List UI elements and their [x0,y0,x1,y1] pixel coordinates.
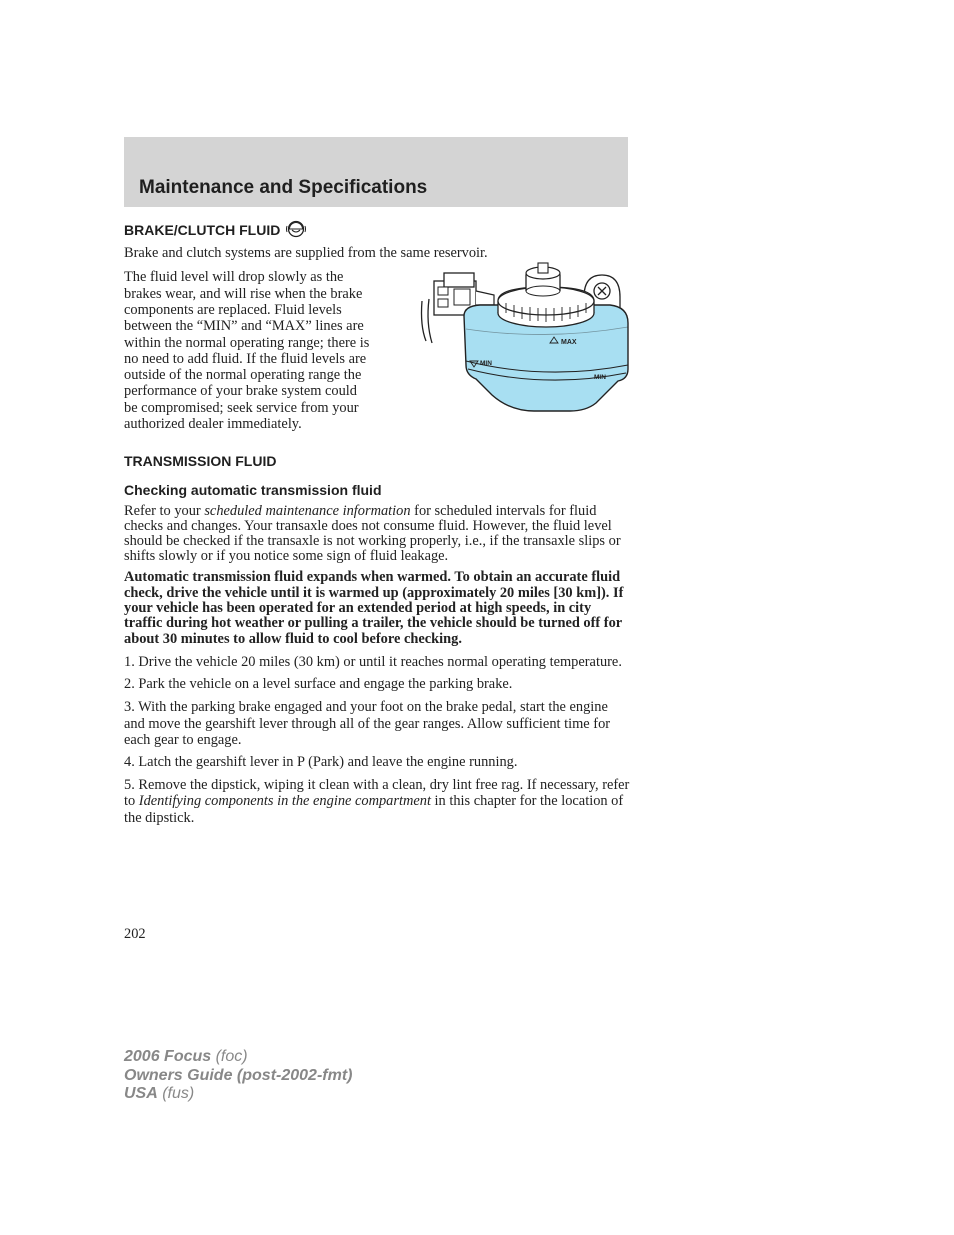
transmission-warning: Automatic transmission fluid expands when warmed. To obtain an accurate fluid check, drive the vehicle until it is warmed up (approximately 20 miles [30 km]). If your vehicle has been operated for an extended period at high speeds, in city traffic during hot weather or pulling a trailer, the vehicle should be turned off for about 30 minutes to allow fluid to cool before checking. [124,569,624,647]
footer-line-2 [124,1067,352,1086]
footer-guide: Owners Guide (post-2002-fmt) [124,1066,353,1084]
step-5-italic: Identifying components in the engine compartment [138,793,431,810]
transmission-p1-end: for scheduled intervals for fluid checks and changes. Your transaxle does not consume fluid. However, the fluid level should be checked if the transaxle is not working properly, i.e., if the transaxle slips or shifts slowly or if you notice some sign of fluid leakage. [124,503,621,565]
footer-line-1 [124,1048,352,1067]
step-5 [124,777,630,826]
section-title: Maintenance and Specifications [139,177,428,198]
brake-fluid-heading-text: BRAKE/CLUTCH FLUID [124,222,281,238]
brake-fluid-icon [286,220,306,238]
transmission-p1-italic: scheduled maintenance information [204,503,411,520]
step-3: 3. With the parking brake engaged and your foot on the brake pedal, start the engine and move the gearshift lever through all of the gear ranges. Allow sufficient time for each gear to engage. [124,699,611,749]
brake-body-row [124,269,630,441]
brake-body: The fluid level will drop slowly as the brakes wear, and will rise when the brake components are replaced. Fluid levels between the “MIN” and “MAX” lines are within the normal operating range; there is no need to add fluid. If the fluid levels are outside of the normal operating range the performance of your brake system could be compromised; seek service from your authorized dealer immediately. [124,269,370,433]
step-5-end: in this chapter for the location of the dipstick. [124,793,624,826]
footer-market-code: (fus) [157,1085,195,1102]
step-2: 2. Park the vehicle on a level surface and engage the parking brake. [124,675,513,692]
max-label: MAX [561,339,577,347]
footer-model-code: (foc) [211,1048,248,1065]
transmission-p1-start: Refer to your [124,503,205,520]
page-number: 202 [124,926,146,942]
brake-fluid-heading [124,220,630,240]
footer [124,1048,352,1104]
brake-intro: Brake and clutch systems are supplied from the same reservoir. [124,245,488,261]
transmission-paragraph-1 [124,504,630,564]
step-5-start: 5. Remove the dipstick, wiping it clean with a clean, dry lint free rag. If necessary, refer to [124,776,630,810]
step-1: 1. Drive the vehicle 20 miles (30 km) or until it reaches normal operating temperature. [124,653,622,670]
checking-atf-subheading: Checking automatic transmission fluid [124,482,382,499]
footer-market: USA [124,1085,158,1102]
brake-reservoir-illustration [414,261,644,441]
transmission-fluid-heading: TRANSMISSION FLUID [124,453,277,470]
footer-line-3 [124,1085,352,1104]
min-label-left: MIN [480,360,492,368]
step-4: 4. Latch the gearshift lever in P (Park) and leave the engine running. [124,753,518,770]
page-content [124,220,630,826]
footer-model: 2006 Focus [124,1048,212,1065]
min-label-right: MIN [594,374,606,382]
